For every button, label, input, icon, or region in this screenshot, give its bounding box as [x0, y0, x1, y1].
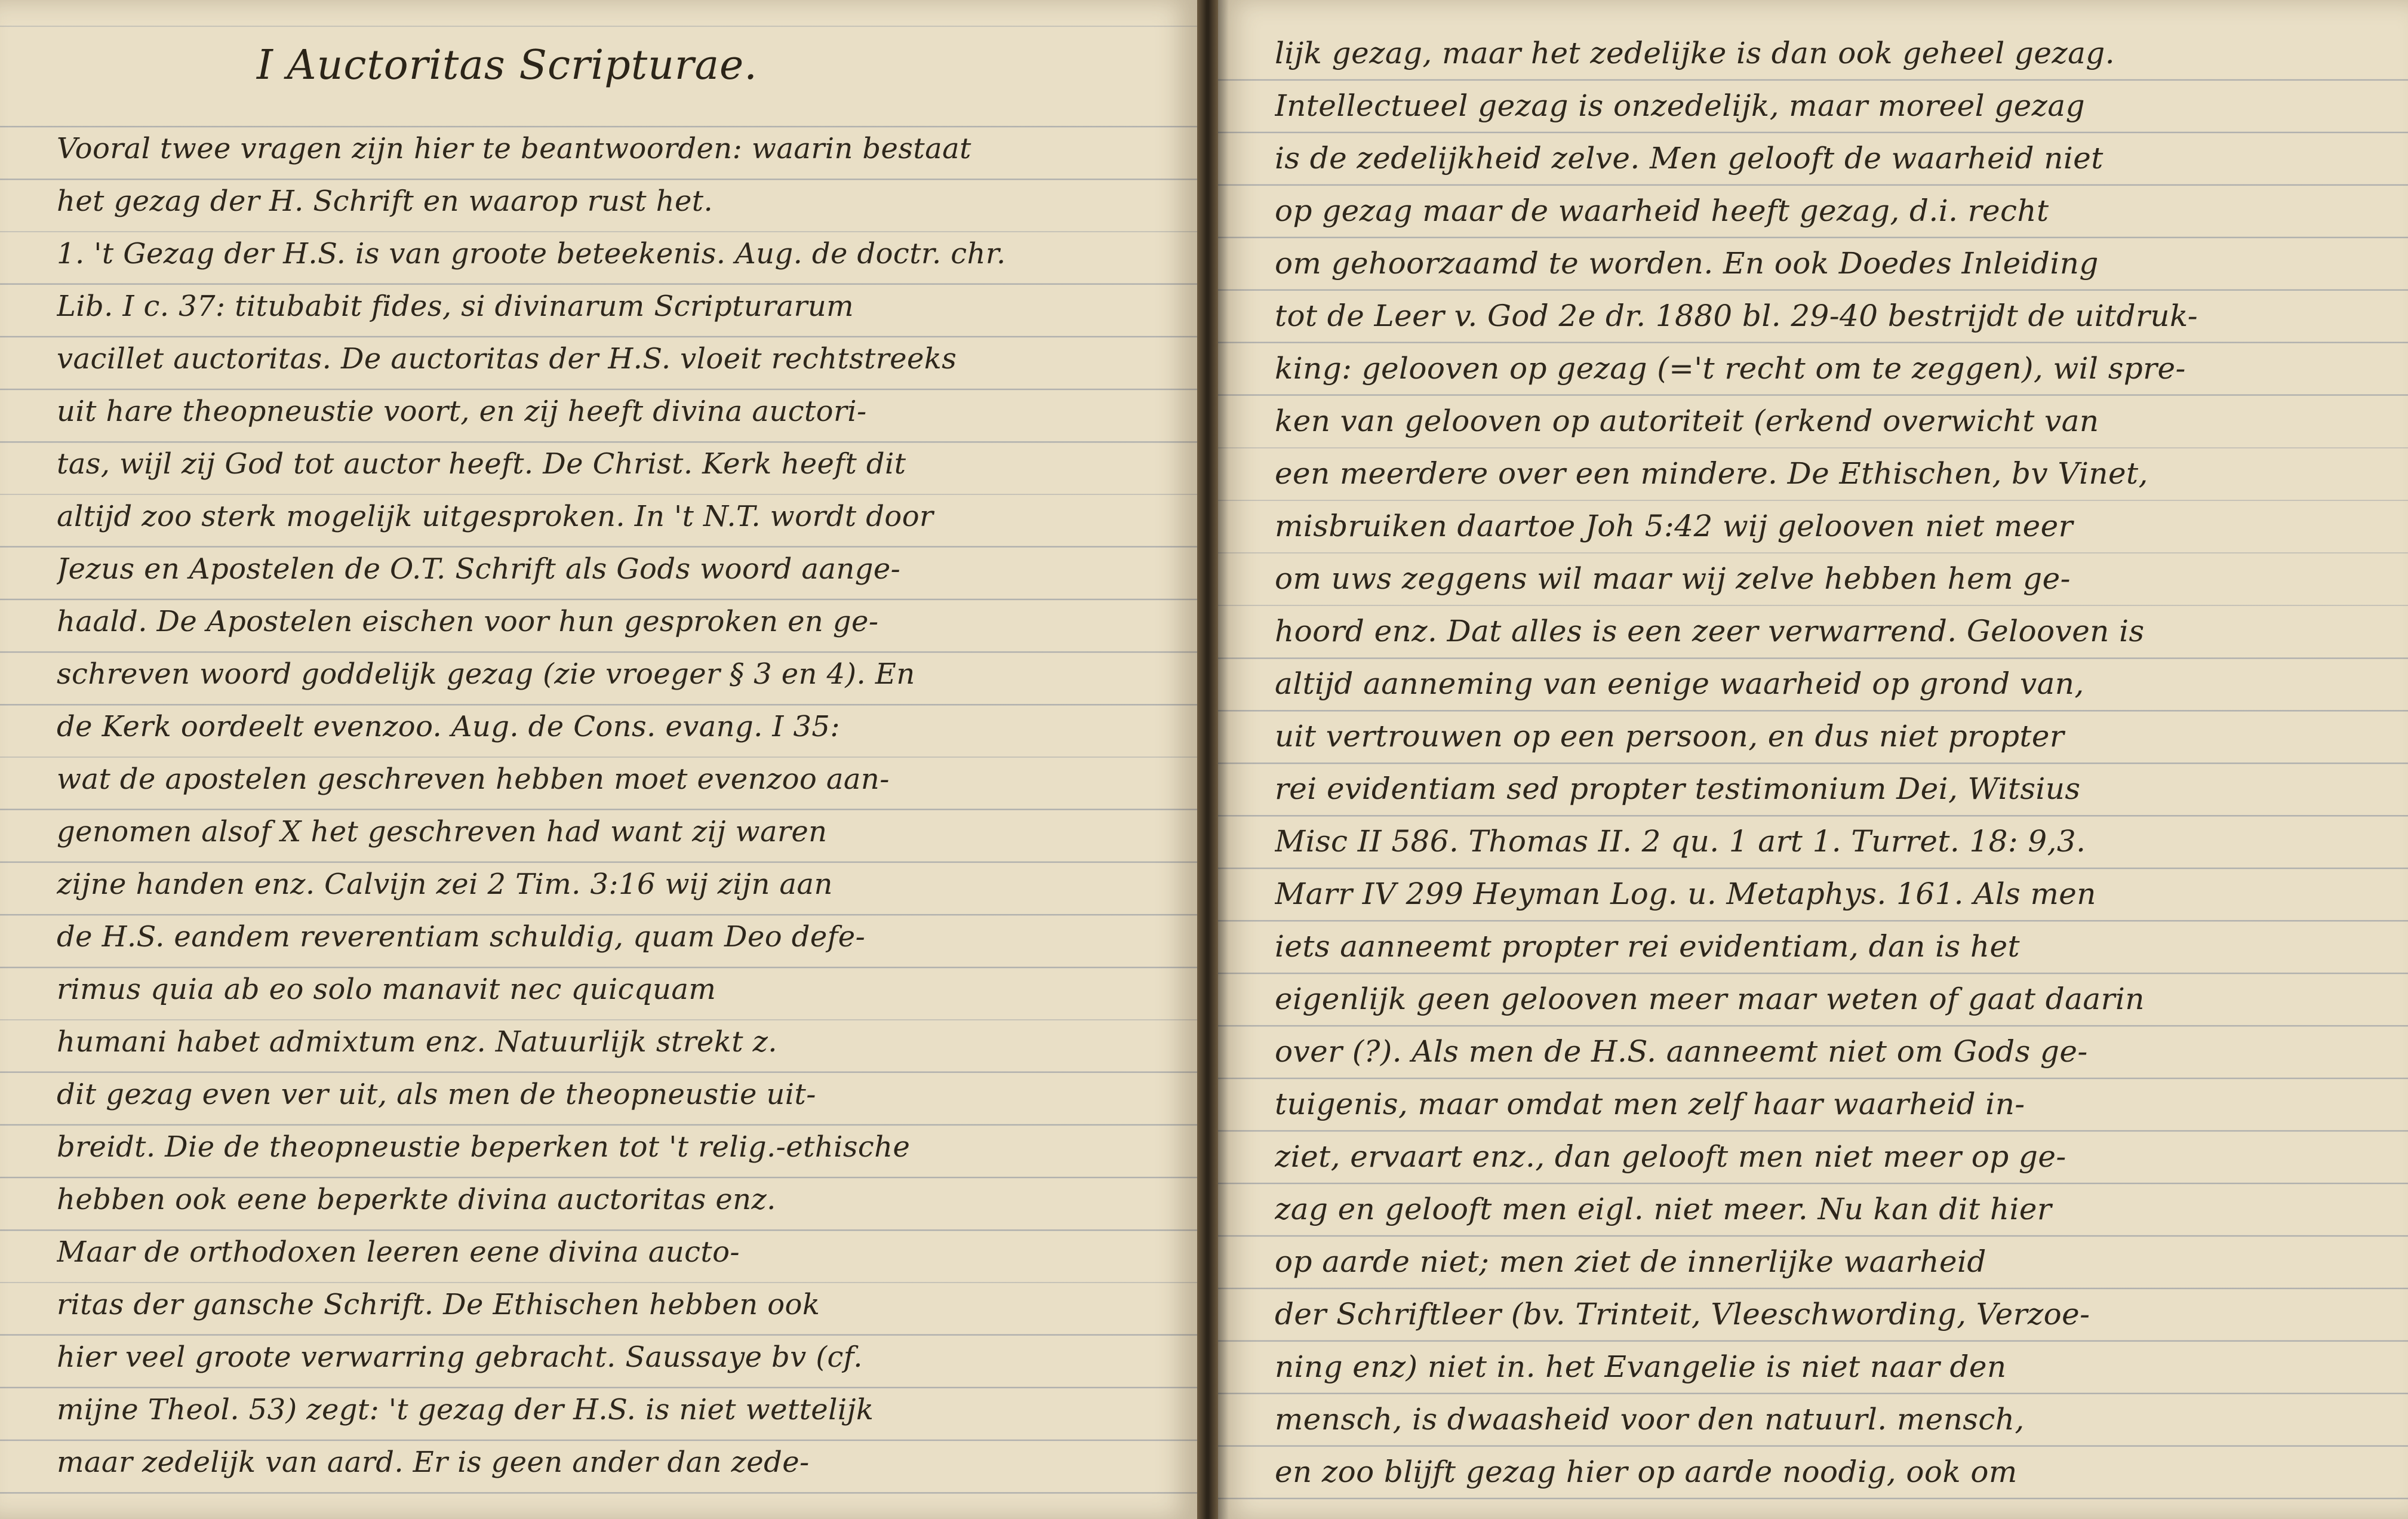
right-handwritten-line: altijd aanneming van eenige waarheid op grond van, [1275, 666, 2084, 701]
right-page-text [1275, 27, 2385, 1498]
left-handwritten-line: haald. De Apostelen eischen voor hun gesproken en ge- [57, 605, 879, 638]
right-handwritten-line: lijk gezag, maar het zedelijke is dan ook geheel gezag. [1275, 36, 2115, 70]
right-handwritten-line: hoord enz. Dat alles is een zeer verwarrend. Gelooven is [1275, 614, 2145, 648]
left-handwritten-line: maar zedelijk van aard. Er is geen ander dan zede- [57, 1446, 810, 1479]
left-handwritten-line: Lib. I c. 37: titubabit fides, si divinarum Scripturarum [57, 290, 854, 323]
right-handwritten-line: op aarde niet; men ziet de innerlijke waarheid [1275, 1244, 1986, 1279]
right-handwritten-line: king: gelooven op gezag (='t recht om te zeggen), wil spre- [1275, 351, 2186, 386]
left-handwritten-line: wat de apostelen geschreven hebben moet evenzoo aan- [57, 762, 890, 796]
left-handwritten-line: zijne handen enz. Calvijn zei 2 Tim. 3:16 wij zijn aan [57, 868, 833, 901]
right-handwritten-line: en zoo blijft gezag hier op aarde noodig, ook om [1275, 1455, 2018, 1489]
left-handwritten-line: altijd zoo sterk mogelijk uitgesproken. In 't N.T. wordt door [57, 500, 934, 533]
right-handwritten-line: om gehoorzaamd te worden. En ook Doedes Inleiding [1275, 246, 2099, 281]
left-handwritten-line: genomen alsof X het geschreven had want zij waren [57, 815, 828, 848]
right-handwritten-line: Marr IV 299 Heyman Log. u. Metaphys. 161. Als men [1275, 877, 2096, 911]
left-handwritten-line: de H.S. eandem reverentiam schuldig, quam Deo defe- [57, 920, 866, 954]
left-handwritten-line: tas, wijl zij God tot auctor heeft. De Christ. Kerk heeft dit [57, 447, 906, 481]
left-handwritten-line: hier veel groote verwarring gebracht. Saussaye bv (cf. [57, 1340, 863, 1374]
section-heading: I Auctoritas Scripturae. [257, 42, 758, 89]
left-handwritten-line: Maar de orthodoxen leeren eene divina aucto- [57, 1235, 740, 1269]
right-handwritten-line: ziet, ervaart enz., dan gelooft men niet meer op ge- [1275, 1139, 2066, 1174]
right-handwritten-line: Misc II 586. Thomas II. 2 qu. 1 art 1. Turret. 18: 9,3. [1275, 824, 2086, 859]
left-handwritten-line: vacillet auctoritas. De auctoritas der H.S. vloeit rechtstreeks [57, 342, 957, 376]
left-handwritten-line: breidt. Die de theopneustie beperken tot 't relig.-ethische [57, 1130, 911, 1164]
left-handwritten-line: ritas der gansche Schrift. De Ethischen hebben ook [57, 1288, 820, 1321]
right-handwritten-line: rei evidentiam sed propter testimonium Dei, Witsius [1275, 771, 2081, 806]
left-page [0, 0, 1197, 1519]
binding-shadow [1218, 0, 1229, 1519]
right-page [1218, 0, 2408, 1519]
left-handwritten-line: dit gezag even ver uit, als men de theopneustie uit- [57, 1078, 816, 1111]
right-handwritten-line: iets aanneemt propter rei evidentiam, dan is het [1275, 929, 2020, 964]
right-handwritten-line: op gezag maar de waarheid heeft gezag, d.i. recht [1275, 193, 2049, 228]
right-handwritten-line: om uws zeggens wil maar wij zelve hebben hem ge- [1275, 561, 2071, 596]
right-handwritten-line: ken van gelooven op autoriteit (erkend overwicht van [1275, 404, 2099, 438]
right-handwritten-line: is de zedelijkheid zelve. Men gelooft de waarheid niet [1275, 141, 2103, 176]
left-handwritten-line: de Kerk oordeelt evenzoo. Aug. de Cons. evang. I 35: [57, 710, 840, 743]
right-handwritten-line: mensch, is dwaasheid voor den natuurl. mensch, [1275, 1402, 2025, 1437]
left-handwritten-line: Jezus en Apostelen de O.T. Schrift als Gods woord aange- [57, 552, 901, 586]
page-gutter [1197, 0, 1218, 1519]
left-handwritten-line: 1. 't Gezag der H.S. is van groote beteekenis. Aug. de doctr. chr. [57, 237, 1006, 270]
left-handwritten-line: humani habet admixtum enz. Natuurlijk strekt z. [57, 1025, 777, 1059]
left-handwritten-line: uit hare theopneustie voort, en zij heeft divina auctori- [57, 395, 867, 428]
right-handwritten-line: eigenlijk geen gelooven meer maar weten of gaat daarin [1275, 982, 2145, 1016]
right-handwritten-line: ning enz) niet in. het Evangelie is niet naar den [1275, 1349, 2007, 1384]
left-handwritten-line: hebben ook eene beperkte divina auctoritas enz. [57, 1183, 776, 1216]
right-handwritten-line: Intellectueel gezag is onzedelijk, maar moreel gezag [1275, 88, 2086, 123]
right-handwritten-line: der Schriftleer (bv. Trinteit, Vleeschwording, Verzoe- [1275, 1297, 2090, 1332]
right-handwritten-line: zag en gelooft men eigl. niet meer. Nu kan dit hier [1275, 1192, 2052, 1226]
left-handwritten-line: rimus quia ab eo solo manavit nec quicquam [57, 973, 716, 1006]
right-handwritten-line: misbruiken daartoe Joh 5:42 wij gelooven niet meer [1275, 509, 2073, 543]
left-page-text [57, 122, 1179, 1489]
left-handwritten-line: schreven woord goddelijk gezag (zie vroeger § 3 en 4). En [57, 657, 915, 691]
left-handwritten-line: Vooral twee vragen zijn hier te beantwoorden: waarin bestaat [57, 132, 971, 165]
right-handwritten-line: een meerdere over een mindere. De Ethischen, bv Vinet, [1275, 456, 2148, 491]
right-handwritten-line: tuigenis, maar omdat men zelf haar waarheid in- [1275, 1087, 2025, 1121]
left-handwritten-line: mijne Theol. 53) zegt: 't gezag der H.S. is niet wettelijk [57, 1393, 874, 1426]
right-handwritten-line: uit vertrouwen op een persoon, en dus niet propter [1275, 719, 2065, 754]
right-handwritten-line: tot de Leer v. God 2e dr. 1880 bl. 29-40 bestrijdt de uitdruk- [1275, 299, 2198, 333]
right-handwritten-line: over (?). Als men de H.S. aanneemt niet om Gods ge- [1275, 1034, 2088, 1069]
left-handwritten-line: het gezag der H. Schrift en waarop rust het. [57, 185, 714, 218]
